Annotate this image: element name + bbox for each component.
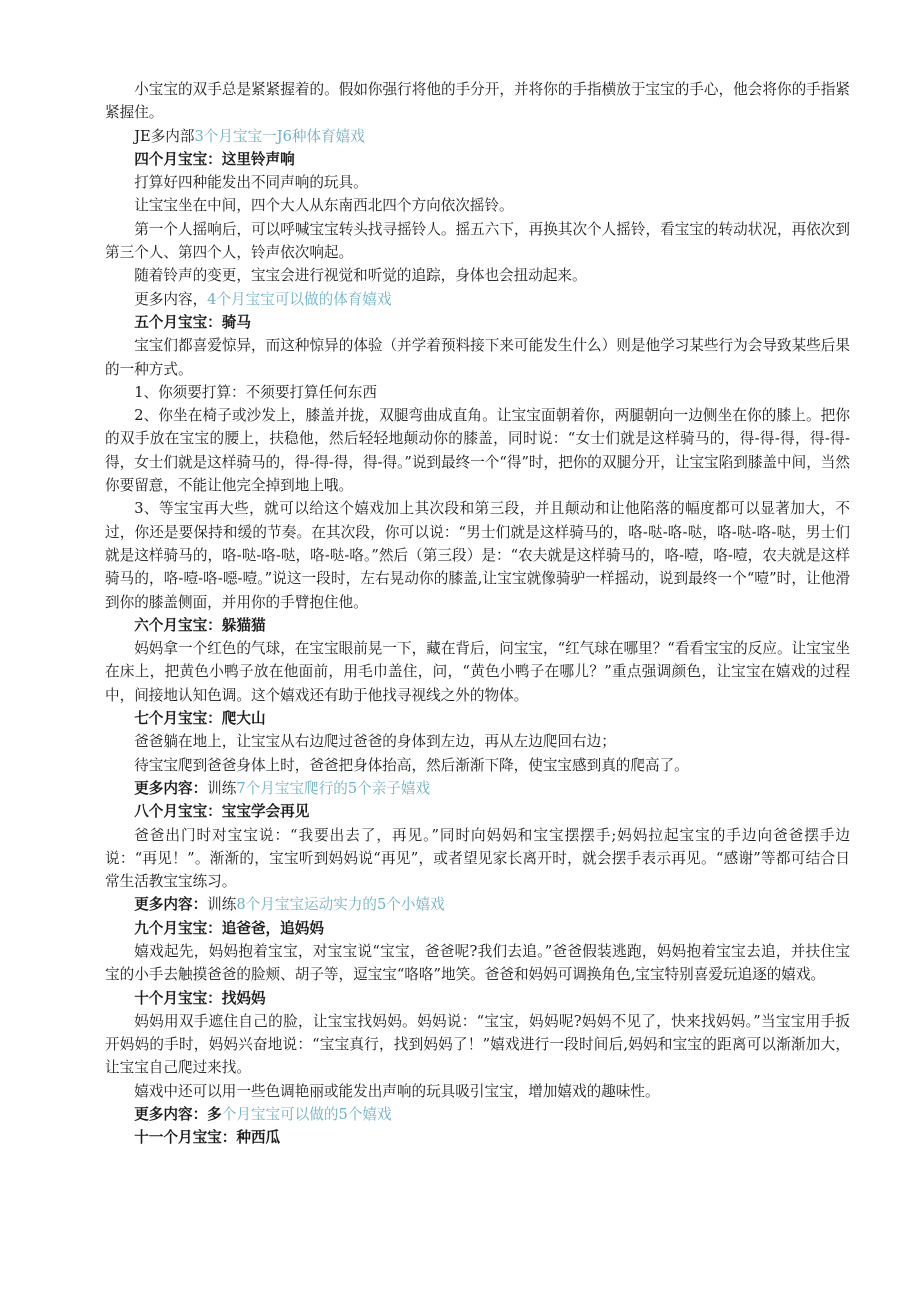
section-title-4-month: 四个月宝宝：这里铃声响 [134, 150, 295, 168]
section-title-7-month: 七个月宝宝：爬大山 [134, 710, 266, 728]
paragraph: 随着铃声的变更，宝宝会进行视觉和听觉的追踪，身体也会扭动起来。 [134, 267, 587, 285]
section-title-11-month: 十一个月宝宝：种西瓜 [134, 1129, 281, 1147]
paragraph: 1、你须要打算：不须要打算任何东西 [134, 383, 377, 401]
paragraph: 妈妈拿一个红色的气球，在宝宝眼前晃一下，藏在背后，问宝宝，“红气球在哪里？“看看宝宝的反应。让宝宝坐在床上，把黄色小鸭子放在他面前，用毛巾盖住，问，“黄色小鸭子在哪儿？”重点强调颜色，让宝宝在嬉戏的过程中，间接地认知色调。这个嬉戏还有助于他找寻视线之外的物体。 [105, 640, 850, 704]
document-page [105, 78, 850, 1150]
more-prefix-plain: 训练 [207, 896, 237, 914]
paragraph: 嬉戏起先，妈妈抱着宝宝，对宝宝说“宝宝，爸爸呢?我们去追。”爸爸假装逃跑，妈妈抱着宝宝去追，并扶住宝宝的小手去触摸爸爸的脸颊、胡子等，逗宝宝“咯咯”地笑。爸爸和妈妈可调换角色,宝宝特别喜爱玩追逐的嬉戏。 [105, 942, 850, 984]
more-link-line [105, 893, 850, 916]
more-prefix: 更多内容： [134, 779, 208, 797]
more-link-line [105, 777, 850, 800]
more-prefix-plain: 训练 [207, 779, 237, 797]
more-link-line [105, 288, 850, 311]
link-10-month-games[interactable]: 个月宝宝可以做的5个嬉戏 [221, 1106, 392, 1124]
paragraph: 待宝宝爬到爸爸身体上时，爸爸把身体抬高，然后渐渐下降，使宝宝感到真的爬高了。 [134, 756, 689, 774]
paragraph: 妈妈用双手遮住自己的脸，让宝宝找妈妈。妈妈说：“宝宝，妈妈呢?妈妈不见了，快来找妈妈。”当宝宝用手扳开妈妈的手时，妈妈兴奋地说：“宝宝真行，找到妈妈了！”嬉戏进行一段时间后,妈妈和宝宝的距离可以渐渐加大，让宝宝自己爬过来找。 [105, 1012, 850, 1077]
paragraph: 爸爸躺在地上，让宝宝从右边爬过爸爸的身体到左边，再从左边爬回右边； [134, 733, 616, 751]
paragraph: 让宝宝坐在中间，四个大人从东南西北四个方向依次摇铃。 [134, 197, 514, 215]
more-link-line [105, 125, 850, 148]
paragraph: 打算好四种能发出不同声响的玩具。 [134, 174, 368, 192]
link-3-month-games[interactable]: 3个月宝宝一J6种体育嬉戏 [194, 127, 365, 145]
paragraph: 宝宝们都喜爱惊异，而这种惊异的体验（并学着预料接下来可能发生什么）则是他学习某些行为会导致某些后果的一种方式。 [105, 337, 850, 378]
section-title-8-month: 八个月宝宝：宝宝学会再见 [134, 803, 310, 821]
section-title-9-month: 九个月宝宝：追爸爸，追妈妈 [134, 919, 324, 937]
section-title-10-month: 十个月宝宝：找妈妈 [134, 989, 266, 1007]
more-prefix: 更多内容：多 [134, 1106, 222, 1124]
paragraph: 嬉戏中还可以用一些色调艳丽或能发出声响的玩具吸引宝宝，增加嬉戏的趣味性。 [134, 1082, 660, 1100]
section-title-6-month: 六个月宝宝：躲猫猫 [134, 616, 266, 634]
link-4-month-games[interactable]: 4个月宝宝可以做的体育嬉戏 [207, 290, 392, 308]
link-7-month-crawl-games[interactable]: 7个月宝宝爬行的5个亲子嬉戏 [236, 779, 431, 797]
more-prefix: 更多内容， [134, 290, 208, 308]
paragraph: 第一个人摇响后，可以呼喊宝宝转头找寻摇铃人。摇五六下，再换其次个人摇铃，看宝宝的转动状况，再依次到第三个人、第四个人，铃声依次响起。 [105, 220, 850, 262]
more-prefix: JE多内部 [134, 127, 195, 145]
paragraph: 3、等宝宝再大些，就可以给这个嬉戏加上其次段和第三段，并且颠动和让他陷落的幅度都可以显著加大，不过，你还是要保持和缓的节奏。在其次段，你可以说：“男士们就是这样骑马的，咯-哒-咯-哒，咯-哒-咯-哒，男士们就是这样骑马的，咯-哒-咯-哒，咯-哒-咯。”然后（第三段）是：“农夫就是这样骑马的，咯-噎，咯-噎，农夫就是这样骑马的，咯-噎-咯-噁-噎。”说这一段时，左右晃动你的膝盖,让宝宝就像骑驴一样摇动，说到最终一个“噎”时，让他滑到你的膝盖侧面，并用你的手臂抱住他。 [105, 500, 850, 611]
intro-paragraph: 小宝宝的双手总是紧紧握着的。假如你强行将他的手分开，并将你的手指横放于宝宝的手心，他会将你的手指紧紧握住。 [105, 81, 850, 122]
more-prefix: 更多内容： [134, 896, 208, 914]
paragraph: 2、你坐在椅子或沙发上，膝盖并拢，双腿弯曲成直角。让宝宝面朝着你，两腿朝向一边侧坐在你的膝上。把你的双手放在宝宝的腰上，扶稳他，然后轻轻地颠动你的膝盖，同时说：“女士们就是这样骑马的，得-得-得，得-得-得，女士们就是这样骑马的，得-得-得，得-得。”说到最终一个“得”时，把你的双腿分开，让宝宝陷到膝盖中间，当然你要留意，不能让他完全掉到地上哦。 [105, 407, 850, 495]
more-link-line [105, 1103, 850, 1126]
paragraph: 爸爸出门时对宝宝说：“我要出去了，再见。”同时向妈妈和宝宝摆摆手;妈妈拉起宝宝的手边向爸爸摆手边说：“再见！”。渐渐的，宝宝听到妈妈说“再见”，或者望见家长离开时，就会摆手表示再见。“感谢”等都可结合日常生活教宝宝练习。 [105, 826, 850, 891]
section-title-5-month: 五个月宝宝：骑马 [134, 313, 251, 331]
link-8-month-games[interactable]: 8个月宝宝运动实力的5个小嬉戏 [236, 896, 445, 914]
